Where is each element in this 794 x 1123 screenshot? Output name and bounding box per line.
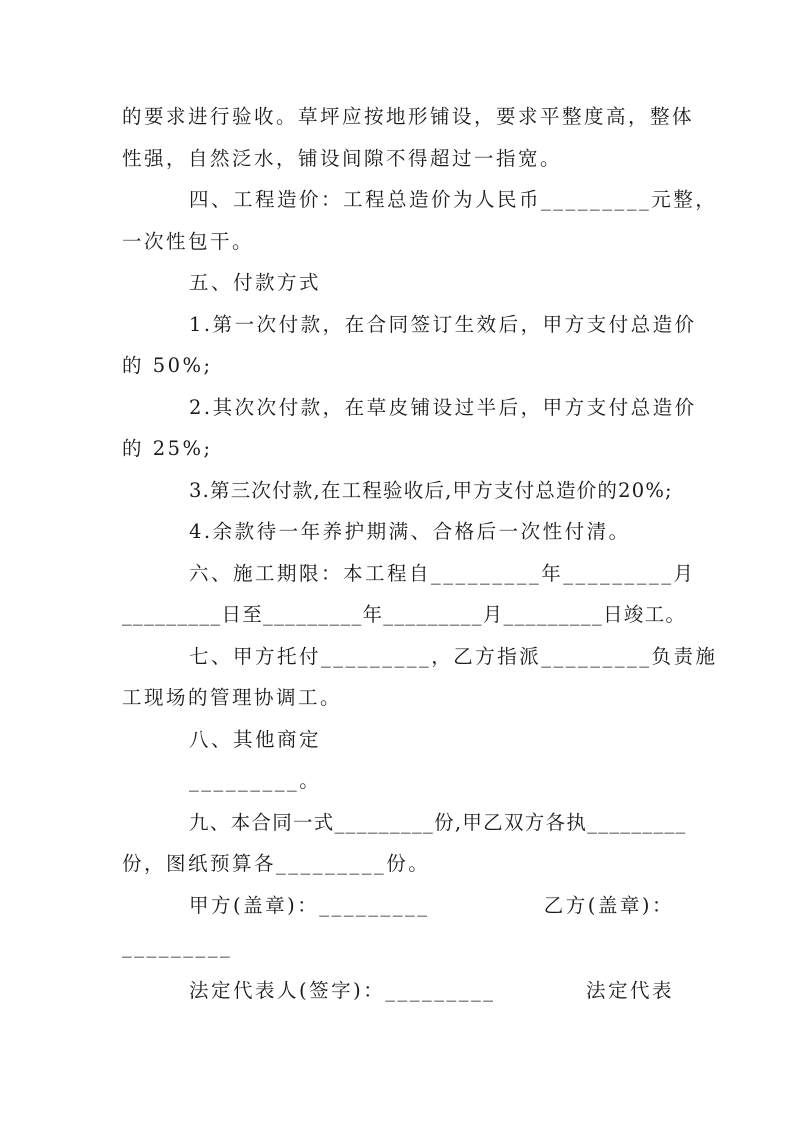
clause-other: 八、其他商定 bbox=[189, 727, 322, 751]
party-b-seal-blank: _________ bbox=[122, 935, 233, 958]
party-a-representative: 法定代表人(签字)：_________ bbox=[189, 978, 496, 1002]
clause-price-unit: 元整， bbox=[651, 188, 718, 211]
paragraph-line: 一次性包干。 bbox=[122, 229, 255, 253]
paragraph-line: 份，图纸预算各_________份。 bbox=[122, 852, 431, 875]
clause-payment-heading: 五、付款方式 bbox=[189, 271, 322, 294]
paragraph-line: 工现场的管理协调工。 bbox=[122, 686, 343, 709]
contract-page bbox=[122, 96, 718, 1011]
clause-management: 七、甲方托付_________，乙方指派_________负责施 bbox=[189, 644, 718, 668]
paragraph-line: 性强，自然泛水，铺设间隙不得超过一指宽。 bbox=[122, 146, 563, 170]
paragraph-line: 的 50%; bbox=[122, 354, 213, 377]
party-b-representative: 法定代表 bbox=[585, 978, 674, 1002]
party-a-seal: 甲方(盖章)：_________ bbox=[189, 893, 430, 917]
paragraph-line: _________日至_________年_________月_________日竣工。 bbox=[122, 603, 687, 626]
payment-item-2: 2.其次次付款，在草皮铺设过半后，甲方支付总造价 bbox=[189, 395, 697, 419]
party-b-seal: 乙方(盖章)： bbox=[543, 893, 674, 917]
signature-row-seal bbox=[122, 885, 674, 927]
paragraph-line: 的要求进行验收。草坪应按地形铺设，要求平整度高，整体 bbox=[122, 105, 695, 128]
clause-schedule: 六、施工期限：本工程自_________年_________月 bbox=[189, 561, 696, 585]
clause-price-text: 四、工程造价：工程总造价为人民币 bbox=[189, 188, 542, 211]
clause-other-blank: _________。 bbox=[189, 769, 322, 792]
clause-copies: 九、本合同一式_________份,甲乙双方各执_________ bbox=[189, 810, 687, 834]
price-blank: _________ bbox=[541, 188, 652, 211]
signature-row-representative bbox=[122, 970, 674, 1012]
paragraph-line: 的 25%; bbox=[122, 437, 213, 460]
payment-item-3: 3.第三次付款,在工程验收后,甲方支付总造价的20%; bbox=[189, 478, 673, 502]
clause-price bbox=[122, 179, 718, 221]
payment-item-4: 4.余款待一年养护期满、合格后一次性付清。 bbox=[189, 520, 631, 543]
payment-item-1: 1.第一次付款，在合同签订生效后，甲方支付总造价 bbox=[189, 312, 697, 336]
